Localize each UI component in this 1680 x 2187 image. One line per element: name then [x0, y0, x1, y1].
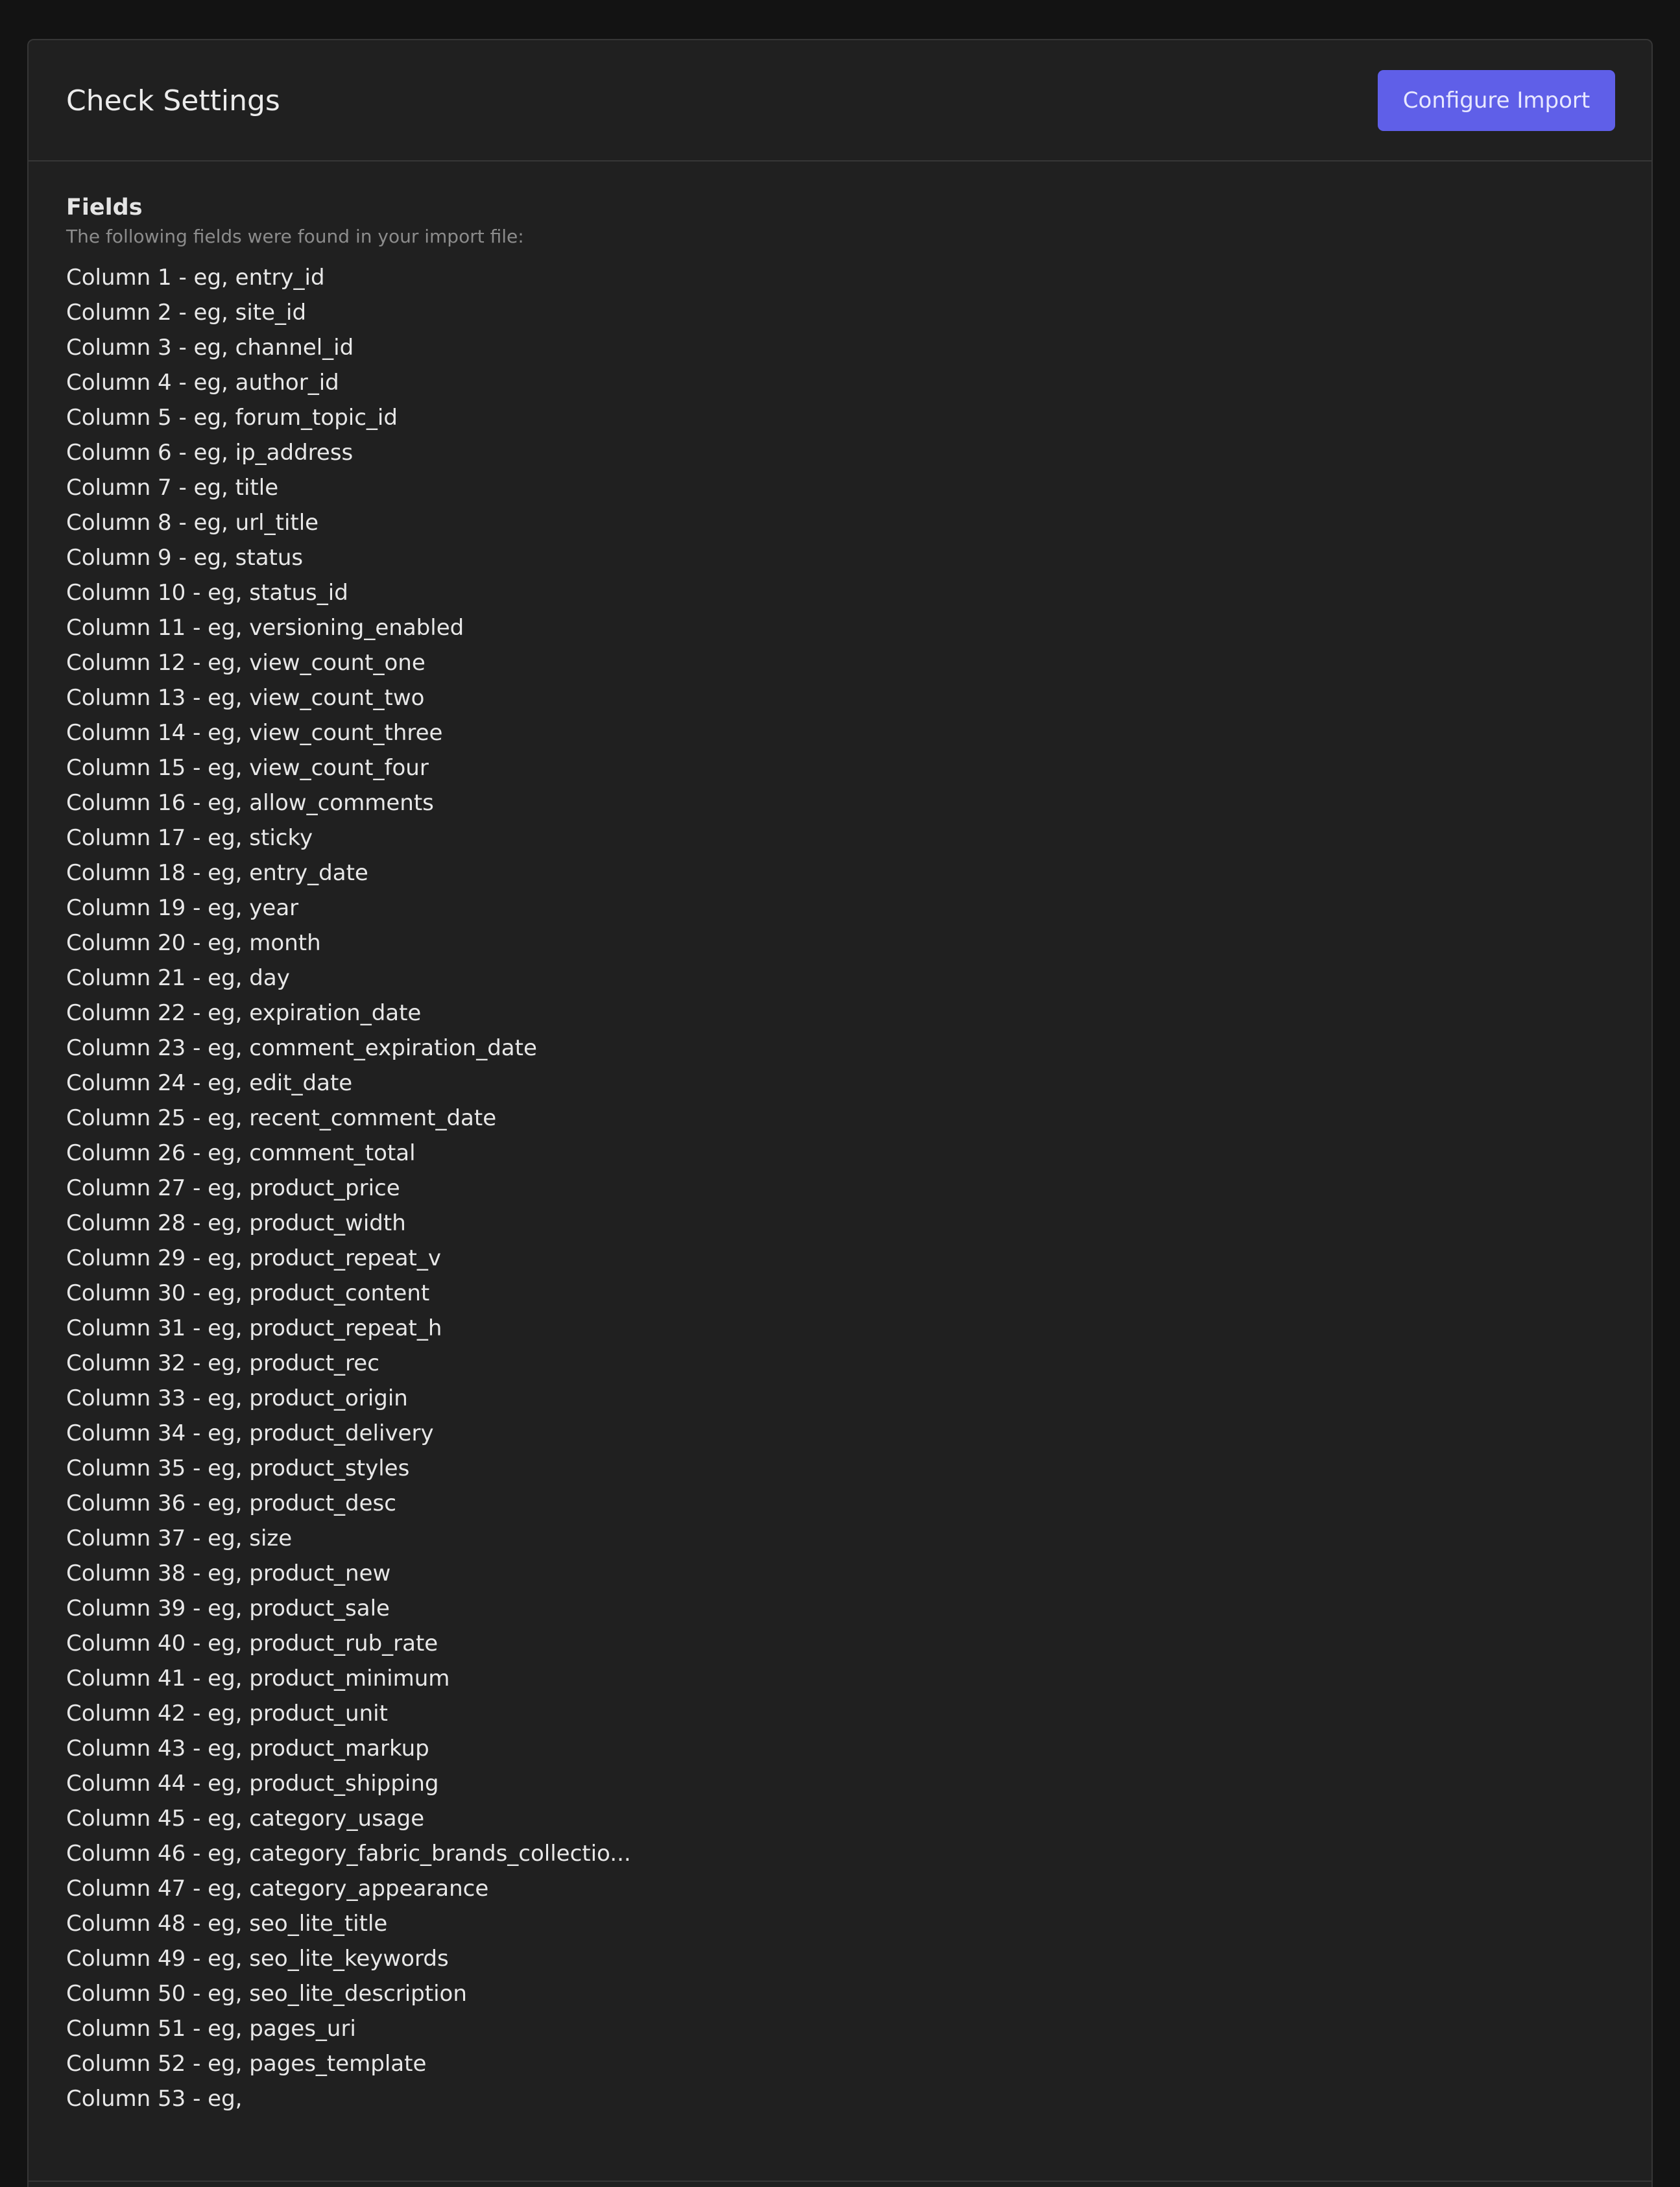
- field-list-item: Column 36 - eg, product_desc: [66, 1490, 396, 1516]
- panel-footer-divider: [29, 2181, 1651, 2182]
- field-list-item: Column 11 - eg, versioning_enabled: [66, 615, 464, 641]
- field-list-item: Column 40 - eg, product_rub_rate: [66, 1631, 438, 1656]
- field-list-item: Column 23 - eg, comment_expiration_date: [66, 1035, 537, 1061]
- field-list-item: Column 26 - eg, comment_total: [66, 1140, 416, 1166]
- field-list-item: Column 29 - eg, product_repeat_v: [66, 1245, 441, 1271]
- field-list-item: Column 12 - eg, view_count_one: [66, 650, 426, 676]
- field-list-item: Column 50 - eg, seo_lite_description: [66, 1981, 467, 2007]
- field-list-item: Column 28 - eg, product_width: [66, 1210, 406, 1236]
- field-list-item: Column 19 - eg, year: [66, 895, 299, 921]
- field-list-item: Column 9 - eg, status: [66, 545, 304, 571]
- field-list-item: Column 14 - eg, view_count_three: [66, 720, 443, 746]
- field-list-item: Column 13 - eg, view_count_two: [66, 685, 425, 711]
- field-list-item: Column 5 - eg, forum_topic_id: [66, 405, 398, 431]
- field-list-item: Column 21 - eg, day: [66, 965, 290, 991]
- field-list-item: Column 8 - eg, url_title: [66, 510, 319, 536]
- field-list-item: Column 16 - eg, allow_comments: [66, 790, 434, 816]
- field-list-item: Column 48 - eg, seo_lite_title: [66, 1911, 388, 1937]
- field-list-item: Column 17 - eg, sticky: [66, 825, 313, 851]
- configure-import-button[interactable]: Configure Import: [1378, 70, 1615, 131]
- fields-description: The following fields were found in your import file:: [66, 226, 524, 247]
- field-list-item: Column 42 - eg, product_unit: [66, 1701, 388, 1727]
- field-list-item: Column 15 - eg, view_count_four: [66, 755, 429, 781]
- field-list-item: Column 27 - eg, product_price: [66, 1175, 400, 1201]
- field-list-item: Column 33 - eg, product_origin: [66, 1385, 408, 1411]
- field-list-item: Column 52 - eg, pages_template: [66, 2051, 427, 2077]
- field-list-item: Column 35 - eg, product_styles: [66, 1455, 410, 1481]
- field-list-item: Column 4 - eg, author_id: [66, 370, 339, 396]
- field-list-item: Column 38 - eg, product_new: [66, 1560, 391, 1586]
- field-list-item: Column 24 - eg, edit_date: [66, 1070, 353, 1096]
- field-list-item: Column 47 - eg, category_appearance: [66, 1876, 489, 1902]
- field-list-item: Column 53 - eg,: [66, 2086, 243, 2112]
- field-list-item: Column 10 - eg, status_id: [66, 580, 348, 606]
- field-list-item: Column 25 - eg, recent_comment_date: [66, 1105, 497, 1131]
- field-list-item: Column 31 - eg, product_repeat_h: [66, 1315, 442, 1341]
- fields-heading: Fields: [66, 195, 143, 221]
- field-list-item: Column 20 - eg, month: [66, 930, 321, 956]
- field-list-item: Column 22 - eg, expiration_date: [66, 1000, 422, 1026]
- panel-header: [29, 40, 1651, 161]
- field-list-item: Column 7 - eg, title: [66, 475, 279, 501]
- field-list-item: Column 43 - eg, product_markup: [66, 1736, 429, 1762]
- fields-section: [66, 193, 1616, 2116]
- field-list-item: Column 51 - eg, pages_uri: [66, 2016, 356, 2042]
- field-list-item: Column 45 - eg, category_usage: [66, 1806, 425, 1832]
- field-list-item: Column 3 - eg, channel_id: [66, 335, 354, 361]
- field-list-item: Column 34 - eg, product_delivery: [66, 1420, 434, 1446]
- field-list: [66, 260, 1616, 2116]
- field-list-item: Column 32 - eg, product_rec: [66, 1350, 379, 1376]
- field-list-item: Column 30 - eg, product_content: [66, 1280, 430, 1306]
- field-list-item: Column 6 - eg, ip_address: [66, 440, 354, 466]
- field-list-item: Column 49 - eg, seo_lite_keywords: [66, 1946, 449, 1972]
- field-list-item: Column 37 - eg, size: [66, 1525, 293, 1551]
- field-list-item: Column 46 - eg, category_fabric_brands_collectio...: [66, 1841, 631, 1867]
- field-list-item: Column 39 - eg, product_sale: [66, 1595, 390, 1621]
- field-list-item: Column 41 - eg, product_minimum: [66, 1666, 450, 1691]
- field-list-item: Column 1 - eg, entry_id: [66, 265, 325, 291]
- field-list-item: Column 18 - eg, entry_date: [66, 860, 368, 886]
- field-list-item: Column 44 - eg, product_shipping: [66, 1771, 439, 1797]
- field-list-item: Column 2 - eg, site_id: [66, 300, 307, 326]
- check-settings-panel: [27, 39, 1653, 2187]
- page-title: Check Settings: [66, 84, 280, 117]
